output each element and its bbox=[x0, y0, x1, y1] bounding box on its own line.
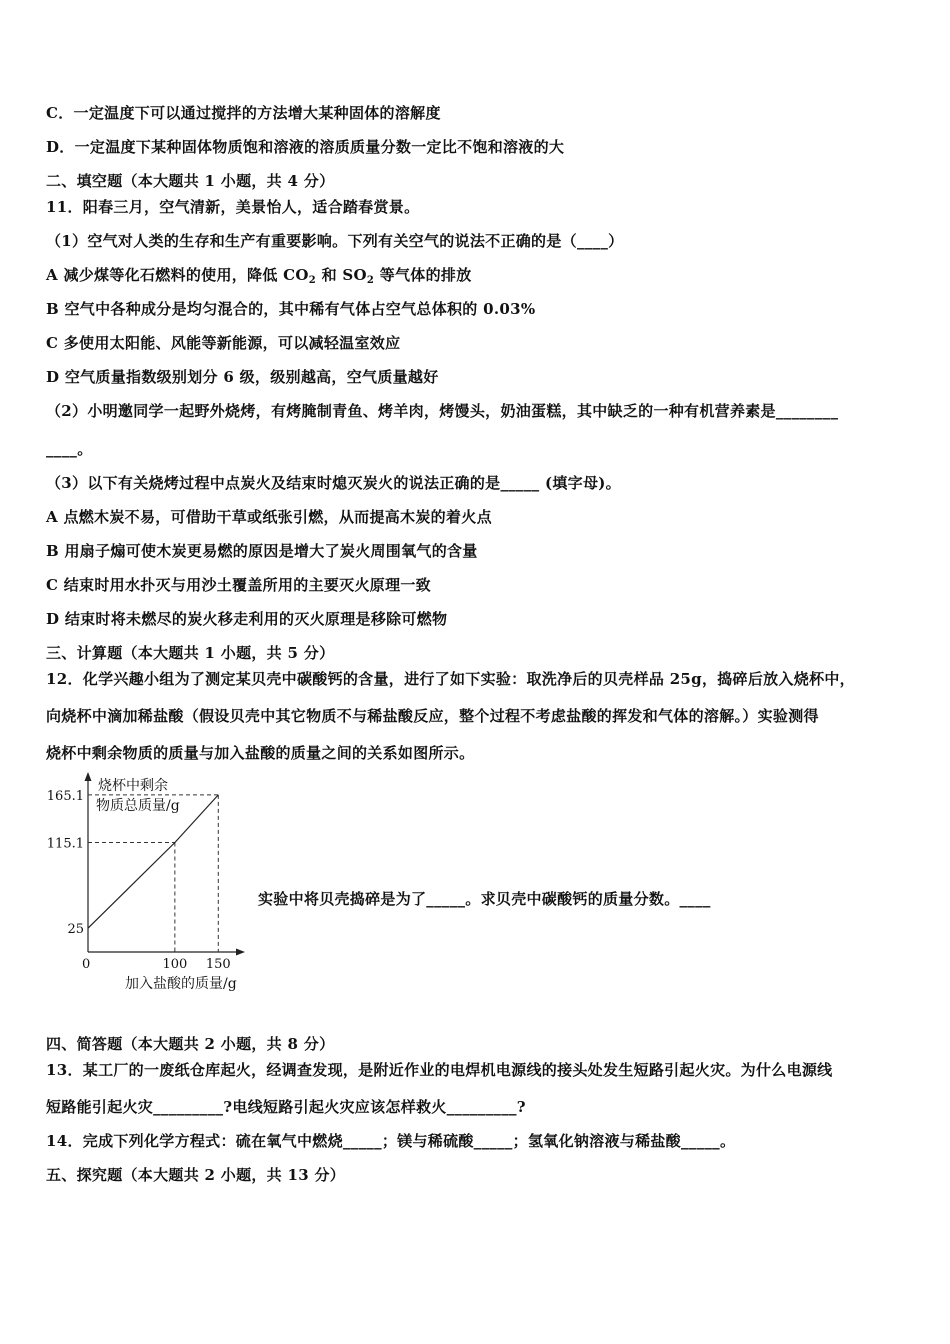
y-tick-label-165.1: 165.1 bbox=[46, 788, 84, 804]
section-heading-fill-in: 二、填空题（本大题共 1 小题，共 4 分） bbox=[46, 172, 335, 190]
question-11-option-a bbox=[46, 264, 472, 286]
x-axis-arrow bbox=[236, 949, 245, 956]
y-axis-label-line-1: 烧杯中剩余 bbox=[98, 778, 168, 794]
question-11-option-d: D 空气质量指数级别划分 6 级，级别越高，空气质量越好 bbox=[46, 368, 439, 386]
section-heading-short-answer: 四、简答题（本大题共 2 小题，共 8 分） bbox=[46, 1035, 335, 1053]
x-tick-label-150: 150 bbox=[205, 957, 231, 972]
question-11-part-1: （1）空气对人类的生存和生产有重要影响。下列有关空气的说法不正确的是（____） bbox=[46, 232, 624, 250]
so2-subscript: 2 bbox=[366, 275, 375, 286]
option-a-text-3: 等气体的排放 bbox=[374, 266, 472, 284]
mass-chart bbox=[40, 768, 270, 998]
x-tick-label-100: 100 bbox=[162, 957, 188, 972]
y-axis-arrow bbox=[85, 772, 92, 781]
question-14: 14．完成下列化学方程式：硫在氧气中燃烧_____；镁与稀硫酸_____；氢氧化钠溶液与稀盐酸_____。 bbox=[46, 1132, 736, 1150]
question-11-part-2-blank: ____。 bbox=[46, 440, 93, 458]
part-3-option-a: A 点燃木炭不易，可借助干草或纸张引燃，从而提高木炭的着火点 bbox=[46, 508, 492, 526]
question-12-line-1: 12．化学兴趣小组为了测定某贝壳中碳酸钙的含量，进行了如下实验：取洗净后的贝壳样品 25g，捣碎后放入烧杯中， bbox=[46, 670, 855, 688]
option-a-text-1: A 减少煤等化石燃料的使用，降低 CO bbox=[46, 266, 309, 284]
option-a-text-2: 和 SO bbox=[316, 266, 367, 284]
question-12-prompt: 实验中将贝壳捣碎是为了_____。求贝壳中碳酸钙的质量分数。____ bbox=[258, 890, 711, 908]
question-13-line-2: 短路能引起火灾_________?电线短路引起火灾应该怎样救火_________? bbox=[46, 1098, 526, 1116]
option-c-solubility: C．一定温度下可以通过搅拌的方法增大某种固体的溶解度 bbox=[46, 104, 441, 122]
question-11-part-3: （3）以下有关烧烤过程中点炭火及结束时熄灭炭火的说法正确的是_____ (填字母)。 bbox=[46, 474, 621, 492]
x-axis-label: 加入盐酸的质量/g bbox=[125, 976, 237, 992]
question-11-option-c: C 多使用太阳能、风能等新能源，可以减轻温室效应 bbox=[46, 334, 401, 352]
question-12-line-3: 烧杯中剩余物质的质量与加入盐酸的质量之间的关系如图所示。 bbox=[46, 744, 475, 762]
series-line bbox=[88, 795, 218, 928]
co2-subscript: 2 bbox=[308, 275, 317, 286]
question-11-stem: 11．阳春三月，空气清新，美景怡人，适合踏春赏景。 bbox=[46, 198, 420, 216]
question-12-line-2: 向烧杯中滴加稀盐酸（假设贝壳中其它物质不与稀盐酸反应，整个过程不考虑盐酸的挥发和气体的溶解。）实验测得 bbox=[46, 707, 819, 725]
part-3-option-b: B 用扇子煽可使木炭更易燃的原因是增大了炭火周围氧气的含量 bbox=[46, 542, 478, 560]
option-d-solubility: D．一定温度下某种固体物质饱和溶液的溶质质量分数一定比不饱和溶液的大 bbox=[46, 138, 565, 156]
part-3-option-c: C 结束时用水扑灭与用沙土覆盖所用的主要灭火原理一致 bbox=[46, 576, 431, 594]
question-11-part-2: （2）小明邀同学一起野外烧烤，有烤腌制青鱼、烤羊肉，烤馒头，奶油蛋糕，其中缺乏的一种有机营养素是________ bbox=[46, 402, 839, 420]
y-tick-label-115.1: 115.1 bbox=[46, 836, 84, 852]
section-heading-inquiry: 五、探究题（本大题共 2 小题，共 13 分） bbox=[46, 1166, 346, 1184]
origin-label: 0 bbox=[82, 957, 91, 972]
section-heading-calculation: 三、计算题（本大题共 1 小题，共 5 分） bbox=[46, 644, 335, 662]
question-11-option-b: B 空气中各种成分是均匀混合的，其中稀有气体占空气总体积的 0.03% bbox=[46, 300, 536, 318]
question-13-line-1: 13．某工厂的一废纸仓库起火，经调查发现，是附近作业的电焊机电源线的接头处发生短路引起火灾。为什么电源线 bbox=[46, 1061, 833, 1079]
y-axis-label-line-2: 物质总质量/g bbox=[96, 798, 180, 814]
y-tick-label-25: 25 bbox=[67, 922, 84, 938]
part-3-option-d: D 结束时将未燃尽的炭火移走利用的灭火原理是移除可燃物 bbox=[46, 610, 448, 628]
